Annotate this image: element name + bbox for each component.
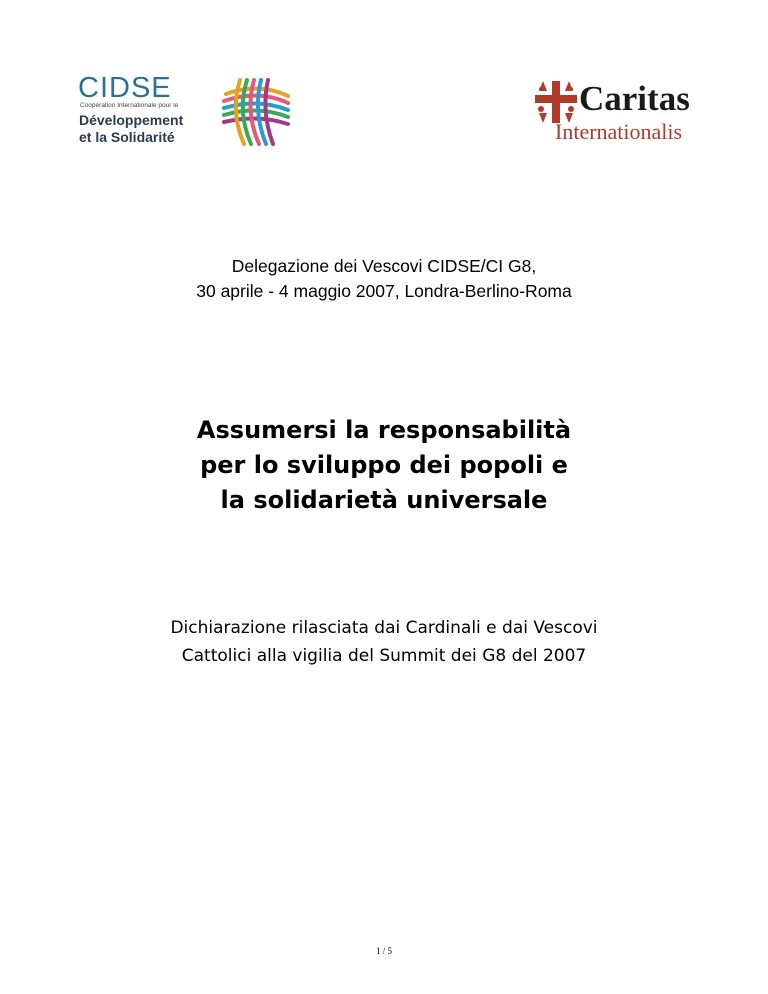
cidse-logo-title: CIDSE — [78, 72, 172, 104]
caritas-logo-word: Caritas — [579, 79, 690, 118]
cidse-logo-line2-word: Solidarité — [110, 129, 175, 145]
document-title-line-2: per lo sviluppo dei popoli e — [200, 451, 568, 479]
interlaced-stripes-icon — [218, 74, 294, 150]
caritas-logo — [533, 77, 703, 149]
document-title — [0, 413, 768, 518]
cidse-logo-line2-prefix: et la — [79, 129, 111, 145]
declaration-line-2: Cattolici alla vigilia del Summit dei G8 del 2007 — [181, 646, 587, 666]
cidse-logo-subtitle: Coopération Internationale pour le — [80, 102, 179, 109]
interlaced-stripes-svg — [218, 74, 294, 150]
caritas-logo-subword: Internationalis — [555, 119, 683, 144]
document-title-line-3: la solidarietà universale — [220, 486, 548, 514]
delegation-header — [0, 254, 768, 304]
delegation-line-1: Delegazione dei Vescovi CIDSE/CI G8, — [231, 256, 537, 276]
declaration-line-1: Dichiarazione rilasciata dai Cardinali e dai Vescovi — [170, 618, 598, 638]
delegation-line-2: 30 aprile - 4 maggio 2007, Londra-Berlino-Roma — [196, 281, 572, 301]
cidse-logo-line1: Développement — [79, 112, 184, 128]
declaration-subtitle — [0, 614, 768, 670]
cidse-logo-line2 — [79, 130, 175, 144]
page-number: 1 / 5 — [375, 946, 392, 956]
cidse-logo — [78, 72, 190, 150]
document-title-line-1: Assumersi la responsabilità — [196, 416, 572, 444]
